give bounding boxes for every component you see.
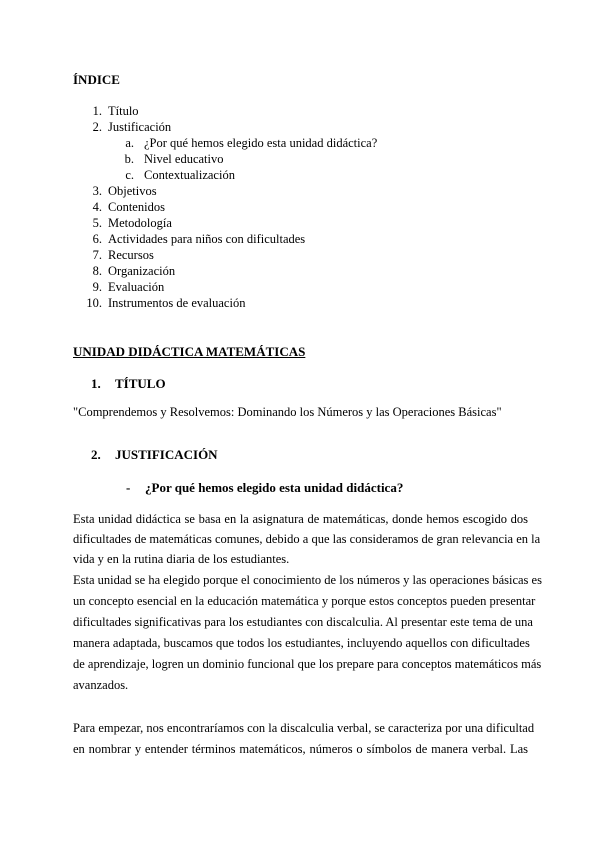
subheading-bullet: - — [126, 480, 131, 495]
toc-item — [0, 296, 600, 312]
toc-item-number: 3. — [92, 184, 102, 198]
toc-item-label: Objetivos — [108, 184, 157, 198]
toc-item — [0, 280, 600, 296]
paragraph-line: de aprendizaje, logren un dominio funcional que los prepare para conceptos matemáticos más — [73, 657, 542, 671]
toc-item-number: 1. — [92, 104, 102, 118]
toc-item — [0, 248, 600, 264]
toc-item-number: 9. — [92, 280, 102, 294]
toc-subitem — [0, 152, 600, 168]
toc-subitem — [0, 168, 600, 184]
toc-item — [0, 184, 600, 200]
toc-item-label: Título — [108, 104, 139, 118]
unit-quote-title: "Comprendemos y Resolvemos: Dominando los Números y las Operaciones Básicas" — [73, 405, 502, 419]
toc-item-number: 8. — [92, 264, 102, 278]
toc-item — [0, 104, 600, 120]
paragraph-line: Esta unidad didáctica se basa en la asignatura de matemáticas, donde hemos escogido dos — [73, 512, 528, 526]
toc-item-label: Organización — [108, 264, 176, 278]
toc-item-label: Contenidos — [108, 200, 165, 214]
toc-item-label: Nivel educativo — [144, 152, 224, 166]
toc-item-label: Contextualización — [144, 168, 235, 182]
paragraph-line: dificultades significativas para los estudiantes con discalculia. Al presentar este tema de una — [73, 615, 533, 629]
toc-item-label: Metodología — [108, 216, 172, 230]
toc-item-number: a. — [125, 136, 134, 150]
section-number: 1. — [91, 376, 101, 391]
index-heading: ÍNDICE — [73, 72, 120, 87]
toc-item-number: 10. — [86, 296, 102, 310]
paragraph-line: Para empezar, nos encontraríamos con la discalculia verbal, se caracteriza por una dificultad — [73, 721, 535, 735]
toc-item — [0, 200, 600, 216]
toc-item-number: 5. — [92, 216, 102, 230]
toc-item — [0, 264, 600, 280]
paragraph-line: Esta unidad se ha elegido porque el conocimiento de los números y las operaciones básicas es — [73, 573, 542, 587]
paragraph-line: manera adaptada, buscamos que todos los estudiantes, incluyendo aquellos con dificultades — [73, 636, 530, 650]
paragraph-line: un concepto esencial en la educación matemática y porque estos conceptos pueden presentar — [73, 594, 536, 608]
toc-item-label: Instrumentos de evaluación — [108, 296, 246, 310]
toc-subitem — [0, 136, 600, 152]
paragraph-line: en nombrar y entender términos matemáticos, números o símbolos de manera verbal. Las — [73, 742, 528, 756]
section-heading-titulo: TÍTULO — [115, 376, 166, 391]
toc-item-label: Justificación — [108, 120, 172, 134]
unit-title: UNIDAD DIDÁCTICA MATEMÁTICAS — [73, 344, 306, 359]
toc-item-number: c. — [125, 168, 134, 182]
paragraph-line: vida y en la rutina diaria de los estudiantes. — [73, 552, 290, 566]
toc-item-label: ¿Por qué hemos elegido esta unidad didáctica? — [144, 136, 378, 150]
paragraph-line: avanzados. — [73, 678, 129, 692]
toc-item — [0, 216, 600, 232]
toc-item-number: 6. — [92, 232, 102, 246]
toc-item — [0, 232, 600, 248]
toc-item-label: Recursos — [108, 248, 154, 262]
toc-item-number: 4. — [92, 200, 102, 214]
toc-item — [0, 120, 600, 136]
toc-item-number: 7. — [92, 248, 102, 262]
section-heading-justificacion: JUSTIFICACIÓN — [115, 447, 218, 462]
toc-item-number: b. — [124, 152, 134, 166]
toc-item-label: Evaluación — [108, 280, 165, 294]
toc-item-label: Actividades para niños con dificultades — [108, 232, 306, 246]
subheading-why-unit: ¿Por qué hemos elegido esta unidad didáctica? — [145, 480, 404, 495]
toc-item-number: 2. — [92, 120, 102, 134]
section-number: 2. — [91, 447, 101, 462]
paragraph-line: dificultades de matemáticas comunes, debido a que las consideramos de gran relevancia en la — [73, 532, 541, 546]
